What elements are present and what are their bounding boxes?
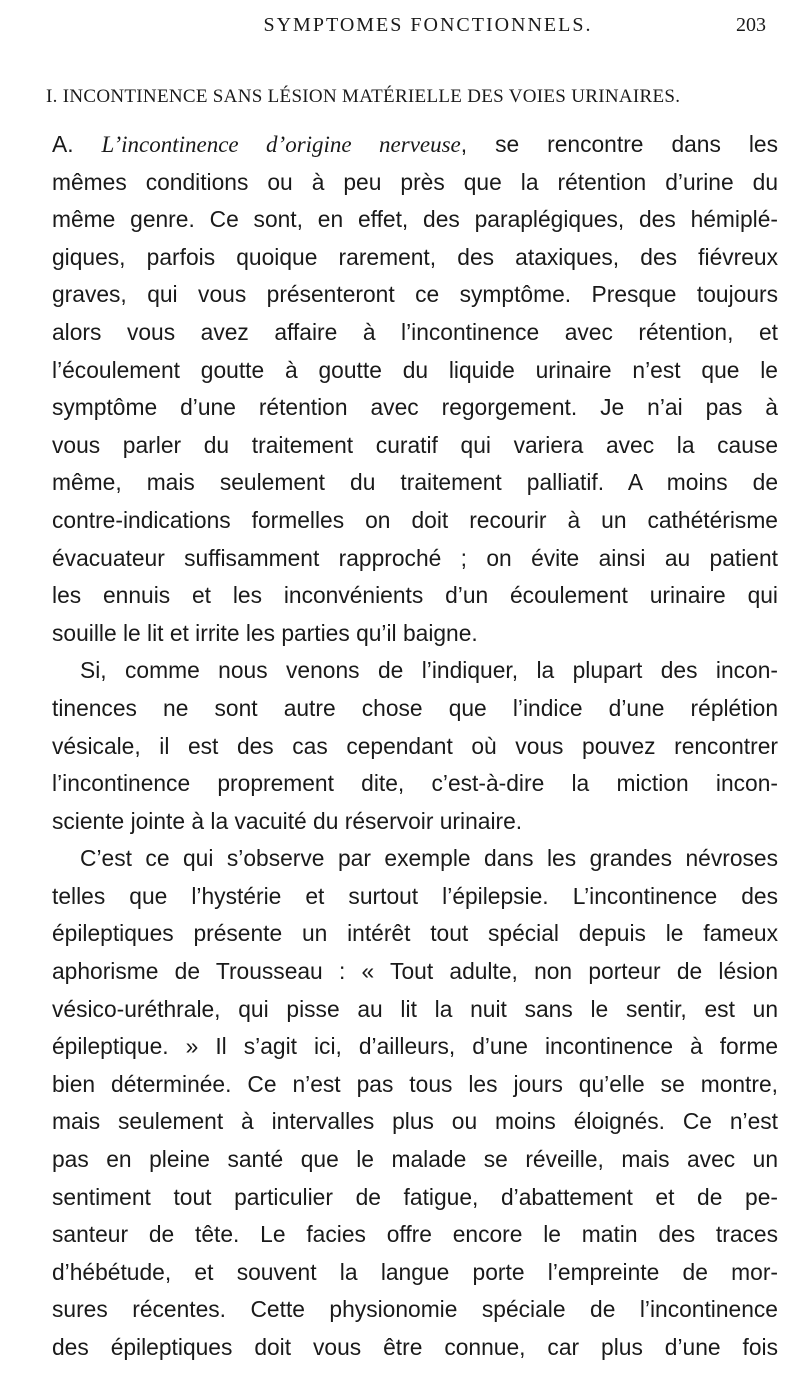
paragraph: [52, 126, 778, 652]
text-line: vésico-uréthrale, qui pisse au lit la nuit sans le sentir, est un: [52, 995, 778, 1022]
text-line: mêmes conditions ou à peu près que la rétention d’urine du: [52, 168, 778, 195]
text-line: tinences ne sont autre chose que l’indice d’une réplétion: [52, 694, 778, 721]
subsection-letter: A.: [52, 131, 102, 157]
paragraph: [52, 840, 778, 1366]
text-line: mais seulement à intervalles plus ou moins éloignés. Ce n’est: [52, 1108, 778, 1135]
text-line: épileptiques présente un intérêt tout spécial depuis le fameux: [52, 920, 778, 947]
text-line: pas en pleine santé que le malade se réveille, mais avec un: [52, 1146, 778, 1173]
text-line: C’est ce qui s’observe par exemple dans les grandes névroses: [80, 845, 778, 872]
body-text: [52, 126, 778, 1367]
text-line: vous parler du traitement curatif qui variera avec la cause: [52, 431, 778, 458]
text-line: telles que l’hystérie et surtout l’épilepsie. L’incontinence des: [52, 882, 778, 909]
text-line: même, mais seulement du traitement palliatif. A moins de: [52, 469, 778, 496]
text-line: giques, parfois quoique rarement, des ataxiques, des fiévreux: [52, 243, 778, 270]
text-line: l’écoulement goutte à goutte du liquide urinaire n’est que le: [52, 356, 778, 383]
text-line: évacuateur suffisamment rapproché ; on évite ainsi au patient: [52, 544, 778, 571]
text-line-rest: , se rencontre dans les: [460, 131, 778, 157]
text-line: l’incontinence proprement dite, c’est-à-dire la miction incon-: [52, 770, 778, 797]
text-line: bien déterminée. Ce n’est pas tous les jours qu’elle se montre,: [52, 1070, 778, 1097]
text-line: d’hébétude, et souvent la langue porte l’empreinte de mor-: [52, 1258, 778, 1285]
text-line: contre-indications formelles on doit recourir à un cathétérisme: [52, 506, 778, 533]
text-line: des épileptiques doit vous être connue, car plus d’une fois: [52, 1334, 778, 1360]
text-line: vésicale, il est des cas cependant où vous pouvez rencontrer: [52, 732, 778, 759]
text-line: épileptique. » Il s’agit ici, d’ailleurs, d’une incontinence à forme: [52, 1033, 778, 1060]
section-heading: I. INCONTINENCE SANS LÉSION MATÉRIELLE DES VOIES URINAIRES.: [46, 86, 681, 107]
text-line: même genre. Ce sont, en effet, des paraplégiques, des hémiplé-: [52, 206, 778, 233]
text-line: Si, comme nous venons de l’indiquer, la plupart des incon-: [80, 657, 778, 684]
text-line: [52, 126, 778, 164]
text-line: sures récentes. Cette physionomie spéciale de l’incontinence: [52, 1296, 778, 1323]
subsection-title: L’incontinence d’origine nerveuse: [101, 132, 461, 157]
text-line: alors vous avez affaire à l’incontinence avec rétention, et: [52, 318, 778, 345]
text-line: symptôme d’une rétention avec regorgement. Je n’ai pas à: [52, 394, 778, 421]
text-line: sciente jointe à la vacuité du réservoir urinaire.: [52, 807, 523, 834]
text-line: santeur de tête. Le facies offre encore le matin des traces: [52, 1221, 778, 1248]
text-line: sentiment tout particulier de fatigue, d’abattement et de pe-: [52, 1183, 778, 1210]
page-number: 203: [736, 14, 766, 36]
text-line: les ennuis et les inconvénients d’un écoulement urinaire qui: [52, 582, 778, 609]
text-line: souille le lit et irrite les parties qu’il baigne.: [52, 619, 478, 646]
text-line: aphorisme de Trousseau : « Tout adulte, non porteur de lésion: [52, 958, 778, 985]
running-title: SYMPTOMES FONCTIONNELS.: [263, 14, 593, 36]
text-line: graves, qui vous présenteront ce symptôme. Presque toujours: [52, 281, 778, 308]
running-header: [0, 14, 800, 44]
paragraph: [52, 652, 778, 840]
